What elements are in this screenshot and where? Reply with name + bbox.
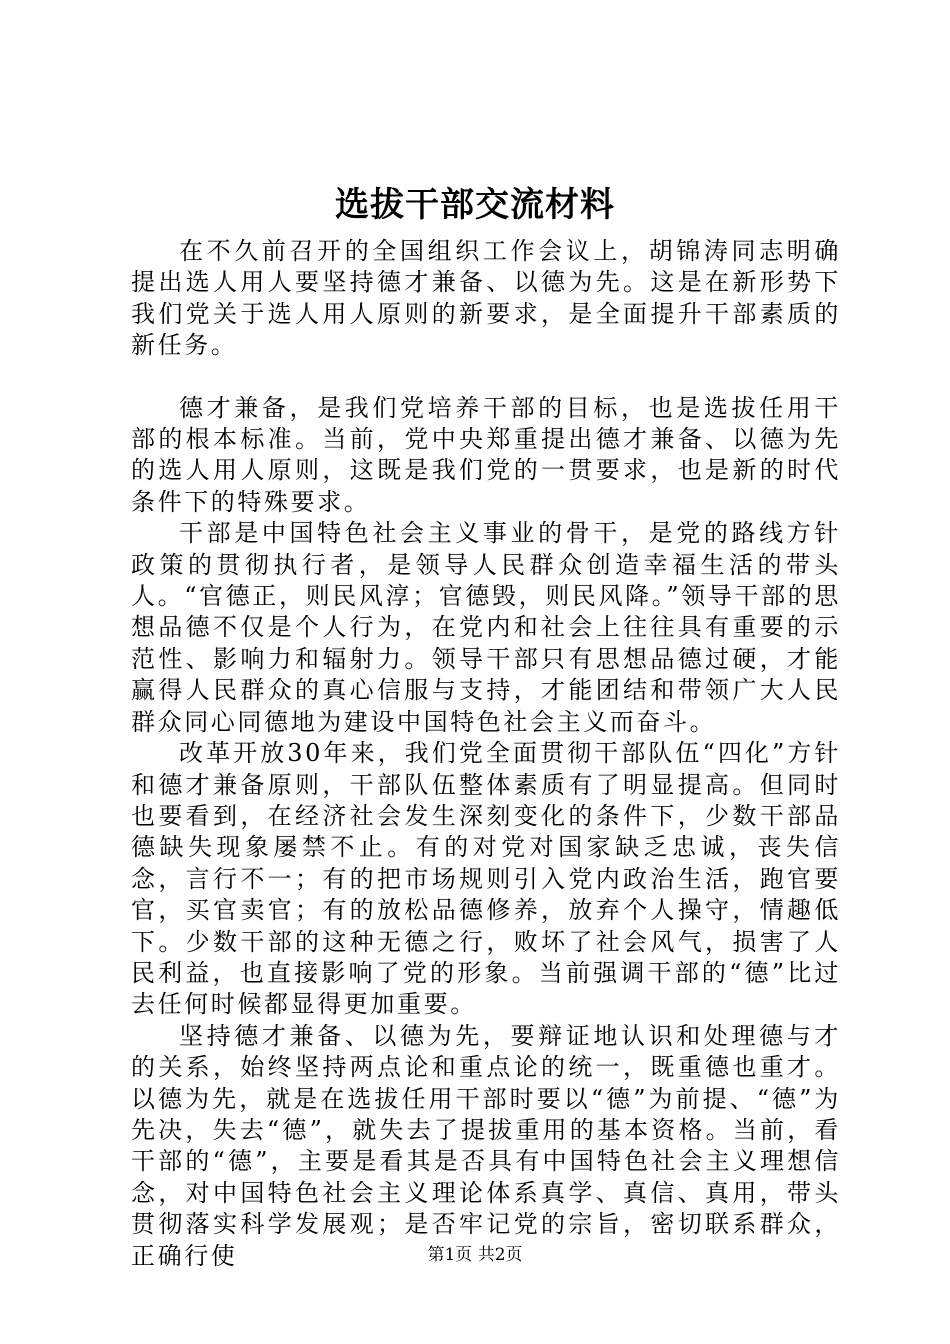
paragraph-1: 在不久前召开的全国组织工作会议上，胡锦涛同志明确提出选人用人要坚持德才兼备、以德为先。这是在新形势下我们党关于选人用人原则的新要求，是全面提升干部素质的新任务。 (131, 237, 841, 360)
page-number-footer: 第1页 共2页 (427, 1245, 523, 1265)
paragraph-5: 坚持德才兼备、以德为先，要辩证地认识和处理德与才的关系，始终坚持两点论和重点论的统一，既重德也重才。以德为先，就是在选拔任用干部时要以“德”为前提、“德”为先决，失去“德”，就失去了提拔重用的基本资格。当前，看干部的“德”，主要是看其是否具有中国特色社会主义理想信念，对中国特色社会主义理论体系真学、真信、真用，带头贯彻落实科学发展观；是否牢记党的宗旨，密切联系群众，正确行使 (131, 1021, 841, 1270)
paragraph-2: 德才兼备，是我们党培养干部的目标，也是选拔任用干部的根本标准。当前，党中央郑重提出德才兼备、以德为先的选人用人原则，这既是我们党的一贯要求，也是新的时代条件下的特殊要求。 (131, 393, 841, 516)
paragraph-4: 改革开放30年来，我们党全面贯彻干部队伍“四化”方针和德才兼备原则，干部队伍整体素质有了明显提高。但同时也要看到，在经济社会发生深刻变化的条件下，少数干部品德缺失现象屡禁不止。有的对党对国家缺乏忠诚，丧失信念，言行不一；有的把市场规则引入党内政治生活，跑官要官，买官卖官；有的放松品德修养，放弃个人操守，情趣低下。少数干部的这种无德之行，败坏了社会风气，损害了人民利益，也直接影响了党的形象。当前强调干部的“德”比过去任何时候都显得更加重要。 (131, 739, 841, 1019)
document-title: 选拔干部交流材料 (335, 185, 615, 225)
document-body (131, 236, 841, 1272)
paragraph-3: 干部是中国特色社会主义事业的骨干，是党的路线方针政策的贯彻执行者，是领导人民群众创造幸福生活的带头人。“官德正，则民风淳；官德毁，则民风降。”领导干部的思想品德不仅是个人行为，在党内和社会上往往具有重要的示范性、影响力和辐射力。领导干部只有思想品德过硬，才能赢得人民群众的真心信服与支持，才能团结和带领广大人民群众同心同德地为建设中国特色社会主义而奋斗。 (131, 519, 841, 736)
